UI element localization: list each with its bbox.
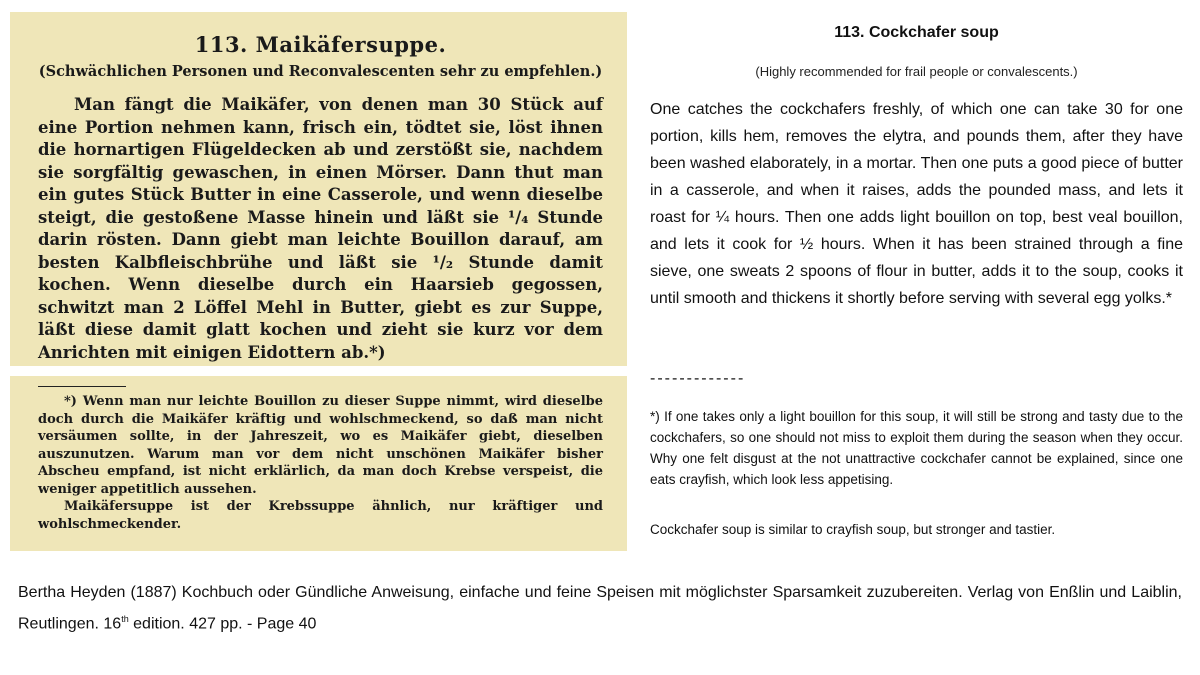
scan-footnote-text-2: Maikäfersuppe ist der Krebssuppe ähnlich, nur kräftiger und wohlschmeckender. xyxy=(38,499,603,532)
scan-recipe-image xyxy=(10,12,627,366)
translation-subtitle: (Highly recommended for frail people or convalescents.) xyxy=(755,64,1078,79)
translation-footnote: *) If one takes only a light bouillon for this soup, it will still be strong and tasty due to the cockchafers, so one should not miss to exploit them during the season when they occur. Why one felt disgust at the not unattractive cockchafer cannot be explained, since one eats crayfish, which look less appetising. xyxy=(650,409,1183,487)
source-citation xyxy=(18,580,1182,637)
scan-footnote-image xyxy=(10,376,627,551)
scan-footnote-text: *) Wenn man nur leichte Bouillon zu dieser Suppe nimmt, wird dieselbe doch durch die Maikäfer kräftig und wohlschmeckend, so daß man nicht versäumen sollte, in der Jahreszeit, wo es Maikäfer giebt, dieselben auszunutzen. Warum man vor dem nicht unschönen Maikäfer bisher Abscheu empfand, ist nicht erklärlich, da man doch Krebse verspeist, die weniger appetitlich aussehen. xyxy=(38,394,603,497)
translation-footnote-2: Cockchafer soup is similar to crayfish soup, but stronger and tastier. xyxy=(650,522,1056,537)
scan-footnote-rule xyxy=(38,386,126,387)
scan-recipe-title: 113. Maikäfersuppe. xyxy=(194,32,447,57)
translation-title: 113. Cockchafer soup xyxy=(834,24,999,41)
citation-edition-suffix: th xyxy=(121,614,129,624)
translation-separator: ------------- xyxy=(650,370,746,387)
citation-text-end: edition. 427 pp. - Page 40 xyxy=(128,615,317,633)
scan-recipe-subtitle: (Schwächlichen Personen und Reconvalescenten sehr zu empfehlen.) xyxy=(38,63,603,80)
translation-body: One catches the cockchafers freshly, of which one can take 30 for one portion, kills hem, removes the elytra, and pounds them, after they have been washed elaborately, in a mortar. Then one puts a good piece of butter in a casserole, and when it raises, adds the pounded mass, and lets it roast for ¼ hours. Then one adds light bouillon on top, best veal bouillon, and lets it cook for ½ hours. When it has been strained through a fine sieve, one sweats 2 spoons of flour in butter, adds it to the soup, cooks it until smooth and thickens it shortly before serving with several egg yolks.* xyxy=(650,101,1183,307)
scan-recipe-body: Man fängt die Maikäfer, von denen man 30 Stück auf eine Portion nehmen kann, frisch ein, tödtet sie, löst ihnen die hornartigen Flügeldecken ab und zerstößt sie, nachdem sie sorgfältig gewaschen, in einen Mörser. Dann thut man ein gutes Stück Butter in eine Casserole, und wenn dieselbe steigt, die gestoßene Masse hinein und läßt sie ¹/₄ Stunde darin rösten. Dann giebt man leichte Bouillon darauf, am besten Kalbfleischbrühe und läßt sie ¹/₂ Stunde damit kochen. Wenn dieselbe durch ein Haarsieb gegossen, schwitzt man 2 Löffel Mehl in Butter, giebt es zur Suppe, läßt diese damit glatt kochen und zieht sie kurz vor dem Anrichten mit einigen Eidottern ab.*) xyxy=(38,95,603,362)
citation-text: Bertha Heyden (1887) Kochbuch oder Gündliche Anweisung, einfache und feine Speisen mit möglichster Sparsamkeit zuzubereiten. Verlag von Enßlin und Laiblin, Reutlingen. 16 xyxy=(18,584,1182,633)
